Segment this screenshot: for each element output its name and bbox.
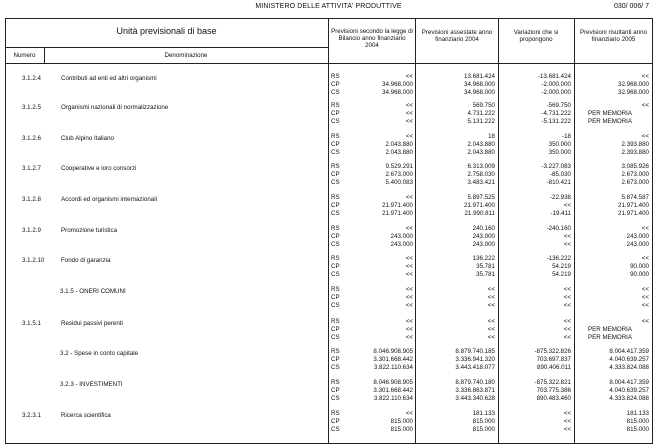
value-risultanti-2005: << xyxy=(641,318,649,325)
value-assestate-2004: 8.879.740.185 xyxy=(455,348,495,355)
line-code: CP xyxy=(331,202,340,209)
value-risultanti-2005: PER MEMORIA xyxy=(588,334,633,341)
value-assestate-2004: 2.043.880 xyxy=(467,141,495,148)
value-risultanti-2005: << xyxy=(641,302,649,309)
value-variazioni: << xyxy=(563,202,571,209)
row-number: 3.1.5.1 xyxy=(22,320,41,327)
line-code: CP xyxy=(331,294,340,301)
col1-header: Previsioni secondo la legge di Bilancio anno finanziario 2004 xyxy=(331,28,413,49)
value-assestate-2004: 35.781 xyxy=(476,271,495,278)
line-code: CS xyxy=(331,271,340,278)
value-variazioni: << xyxy=(563,302,571,309)
line-code: CS xyxy=(331,118,340,125)
value-risultanti-2005: 8.004.417.359 xyxy=(609,379,649,386)
line-code: CP xyxy=(331,110,340,117)
page-code: 030/ 006/ 7 xyxy=(613,3,649,10)
row-name: Accordi ed organismi internazionali xyxy=(61,196,157,203)
row-name: Organismi nazionali di normalizzazione xyxy=(61,104,169,111)
row-number: 3.1.2.8 xyxy=(22,196,41,203)
value-risultanti-2005: 5.874.587 xyxy=(621,194,649,201)
header-divider-lower xyxy=(5,63,653,64)
value-legge-2004: 21.971.400 xyxy=(382,202,413,209)
value-assestate-2004: 181.133 xyxy=(472,410,495,417)
line-code: CS xyxy=(331,149,340,156)
value-assestate-2004: 4.731.222 xyxy=(467,110,495,117)
row-name: Residui passivi perenti xyxy=(61,320,123,327)
line-code: RS xyxy=(331,102,340,109)
line-code: CS xyxy=(331,364,340,371)
value-assestate-2004: 34.968.000 xyxy=(464,81,495,88)
value-risultanti-2005: 4.333.824.088 xyxy=(609,395,649,402)
line-code: RS xyxy=(331,194,340,201)
value-legge-2004: 3.301.668.442 xyxy=(373,356,413,363)
denominazione-header: Denominazione xyxy=(164,52,208,59)
value-assestate-2004: 5.897.525 xyxy=(467,194,495,201)
value-variazioni: 890.483.460 xyxy=(536,395,571,402)
value-variazioni: << xyxy=(563,326,571,333)
value-legge-2004: 21.971.400 xyxy=(382,210,413,217)
value-variazioni: -2.000.000 xyxy=(541,81,571,88)
value-risultanti-2005: << xyxy=(641,225,649,232)
value-assestate-2004: 2.758.030 xyxy=(467,171,495,178)
line-code: RS xyxy=(331,379,340,386)
col-line-denom xyxy=(328,18,329,444)
line-code: RS xyxy=(331,73,340,80)
value-variazioni: << xyxy=(563,286,571,293)
row-name: Cooperative e loro consorzi xyxy=(61,165,137,172)
page-header-title: MINISTERO DELLE ATTIVITA' PRODUTTIVE xyxy=(255,3,402,10)
value-risultanti-2005: 243.000 xyxy=(626,241,649,248)
value-assestate-2004: 569.750 xyxy=(472,102,495,109)
value-legge-2004: 815.000 xyxy=(390,418,413,425)
line-code: CP xyxy=(331,263,340,270)
value-risultanti-2005: << xyxy=(641,294,649,301)
value-variazioni: << xyxy=(563,318,571,325)
row-number: 3.1.2.10 xyxy=(22,257,45,264)
value-risultanti-2005: 243.000 xyxy=(626,233,649,240)
value-legge-2004: 9.529.291 xyxy=(385,163,413,170)
row-name: Promozione turistica xyxy=(61,227,118,234)
value-variazioni: 54.219 xyxy=(552,271,571,278)
unita-title: Unità previsionali di base xyxy=(116,26,217,36)
line-code: CS xyxy=(331,241,340,248)
row-number: 3.1.2.7 xyxy=(22,165,41,172)
value-legge-2004: << xyxy=(405,255,413,262)
value-legge-2004: 2.673.000 xyxy=(385,171,413,178)
row-name: 3.2.3 - INVESTIMENTI xyxy=(60,381,123,388)
value-variazioni: -3.227.083 xyxy=(541,163,571,170)
line-code: RS xyxy=(331,410,340,417)
value-legge-2004: 815.000 xyxy=(390,426,413,433)
value-variazioni: -136.222 xyxy=(546,255,571,262)
line-code: CS xyxy=(331,302,340,309)
value-legge-2004: << xyxy=(405,326,413,333)
row-name: 3.1.5 - ONERI COMUNI xyxy=(60,288,126,295)
value-variazioni: 350.000 xyxy=(548,141,571,148)
value-legge-2004: 243.000 xyxy=(390,233,413,240)
value-assestate-2004: 34.968.000 xyxy=(464,89,495,96)
row-number: 3.2.3.1 xyxy=(22,412,41,419)
value-legge-2004: << xyxy=(405,225,413,232)
value-assestate-2004: 815.000 xyxy=(472,426,495,433)
value-assestate-2004: 243.000 xyxy=(472,241,495,248)
col-line-2 xyxy=(498,18,499,444)
value-risultanti-2005: << xyxy=(641,255,649,262)
value-variazioni: << xyxy=(563,334,571,341)
line-code: RS xyxy=(331,286,340,293)
line-code: RS xyxy=(331,255,340,262)
value-risultanti-2005: PER MEMORIA xyxy=(588,326,633,333)
value-legge-2004: 2.043.880 xyxy=(385,149,413,156)
value-legge-2004: << xyxy=(405,410,413,417)
value-assestate-2004: 18 xyxy=(488,133,495,140)
value-variazioni: 703.697.837 xyxy=(536,356,571,363)
value-variazioni: 54.219 xyxy=(552,263,571,270)
value-variazioni: -22.938 xyxy=(550,194,571,201)
value-variazioni: -85.030 xyxy=(550,171,571,178)
value-assestate-2004: 13.681.424 xyxy=(464,73,495,80)
value-assestate-2004: 3.336.863.871 xyxy=(455,387,495,394)
line-code: CP xyxy=(331,418,340,425)
value-risultanti-2005: 90.000 xyxy=(630,271,649,278)
value-risultanti-2005: 2.673.000 xyxy=(621,179,649,186)
value-variazioni: -19.411 xyxy=(550,210,571,217)
line-code: RS xyxy=(331,318,340,325)
value-assestate-2004: 35.781 xyxy=(476,263,495,270)
value-risultanti-2005: << xyxy=(641,286,649,293)
value-risultanti-2005: 3.085.926 xyxy=(621,163,649,170)
value-assestate-2004: << xyxy=(487,302,495,309)
value-assestate-2004: << xyxy=(487,294,495,301)
value-legge-2004: 243.000 xyxy=(390,241,413,248)
value-variazioni: -569.750 xyxy=(546,102,571,109)
line-code: CS xyxy=(331,179,340,186)
value-variazioni: 703.775.386 xyxy=(536,387,571,394)
value-assestate-2004: 240.160 xyxy=(472,225,495,232)
value-assestate-2004: 3.483.421 xyxy=(467,179,495,186)
value-variazioni: -18 xyxy=(562,133,571,140)
col3-header: Variazioni che si propongono xyxy=(513,29,559,43)
row-name: Contributi ad enti ed altri organismi xyxy=(61,75,157,82)
value-assestate-2004: 243.000 xyxy=(472,233,495,240)
line-code: CP xyxy=(331,356,340,363)
line-code: CP xyxy=(331,233,340,240)
value-variazioni: -810.421 xyxy=(546,179,571,186)
row-number: 3.1.2.5 xyxy=(22,104,41,111)
value-risultanti-2005: << xyxy=(641,102,649,109)
value-variazioni: << xyxy=(563,294,571,301)
row-name: Ricerca scientifica xyxy=(61,412,111,419)
value-risultanti-2005: PER MEMORIA xyxy=(588,110,633,117)
value-legge-2004: << xyxy=(405,118,413,125)
value-risultanti-2005: PER MEMORIA xyxy=(588,118,633,125)
line-code: CS xyxy=(331,395,340,402)
value-legge-2004: 8.046.908.905 xyxy=(373,379,413,386)
value-legge-2004: << xyxy=(405,133,413,140)
value-legge-2004: << xyxy=(405,263,413,270)
value-legge-2004: << xyxy=(405,286,413,293)
value-risultanti-2005: 815.000 xyxy=(626,426,649,433)
header-divider-upper xyxy=(5,47,328,48)
value-risultanti-2005: 4.333.824.088 xyxy=(609,364,649,371)
value-assestate-2004: 3.443.340.628 xyxy=(455,395,495,402)
line-code: CS xyxy=(331,89,340,96)
value-assestate-2004: 3.336.941.320 xyxy=(455,356,495,363)
value-legge-2004: 3.822.110.634 xyxy=(373,395,413,402)
value-risultanti-2005: 4.040.639.257 xyxy=(609,387,649,394)
value-variazioni: -13.681.424 xyxy=(537,73,571,80)
col-line-1 xyxy=(415,18,416,444)
value-assestate-2004: 8.879.740.180 xyxy=(455,379,495,386)
row-name: Club Alpino Italiano xyxy=(61,135,114,142)
value-risultanti-2005: 181.133 xyxy=(626,410,649,417)
line-code: RS xyxy=(331,348,340,355)
value-assestate-2004: << xyxy=(487,326,495,333)
row-name: 3.2 - Spese in conto capitale xyxy=(60,350,139,357)
value-legge-2004: 8.046.908.905 xyxy=(373,348,413,355)
line-code: CP xyxy=(331,141,340,148)
value-variazioni: << xyxy=(563,241,571,248)
value-legge-2004: << xyxy=(405,194,413,201)
line-code: CS xyxy=(331,426,340,433)
row-number: 3.1.2.4 xyxy=(22,75,41,82)
value-legge-2004: 2.043.880 xyxy=(385,141,413,148)
col-line-3 xyxy=(574,18,575,444)
value-assestate-2004: 21.971.400 xyxy=(464,202,495,209)
value-risultanti-2005: 90.000 xyxy=(630,263,649,270)
value-variazioni: << xyxy=(563,418,571,425)
value-legge-2004: << xyxy=(405,334,413,341)
value-variazioni: -875.322.826 xyxy=(534,348,571,355)
value-legge-2004: << xyxy=(405,294,413,301)
value-legge-2004: 5.400.083 xyxy=(385,179,413,186)
value-risultanti-2005: << xyxy=(641,133,649,140)
value-variazioni: << xyxy=(563,410,571,417)
line-code: CP xyxy=(331,171,340,178)
value-assestate-2004: 21.990.811 xyxy=(464,210,495,217)
col2-header: Previsioni assestate anno finanziario 2004 xyxy=(421,29,493,43)
value-legge-2004: 3.301.668.442 xyxy=(373,387,413,394)
value-variazioni: 890.406.011 xyxy=(537,364,571,371)
value-variazioni: -2.000.000 xyxy=(541,89,571,96)
value-assestate-2004: << xyxy=(487,334,495,341)
value-variazioni: -5.131.222 xyxy=(541,118,571,125)
value-legge-2004: << xyxy=(405,271,413,278)
value-variazioni: -240.160 xyxy=(546,225,571,232)
row-name: Fondo di garanzia xyxy=(61,257,111,264)
value-risultanti-2005: 8.004.417.359 xyxy=(609,348,649,355)
value-assestate-2004: 6.313.009 xyxy=(467,163,495,170)
value-legge-2004: << xyxy=(405,302,413,309)
line-code: RS xyxy=(331,133,340,140)
line-code: CS xyxy=(331,210,340,217)
value-risultanti-2005: 815.000 xyxy=(626,418,649,425)
value-assestate-2004: 815.000 xyxy=(472,418,495,425)
value-assestate-2004: 5.131.222 xyxy=(467,118,495,125)
value-variazioni: << xyxy=(563,233,571,240)
line-code: CP xyxy=(331,326,340,333)
value-assestate-2004: << xyxy=(487,318,495,325)
value-risultanti-2005: 32.968.000 xyxy=(618,89,649,96)
line-code: RS xyxy=(331,225,340,232)
value-assestate-2004: 2.043.880 xyxy=(467,149,495,156)
value-risultanti-2005: 2.393.880 xyxy=(621,141,649,148)
value-risultanti-2005: 21.971.400 xyxy=(618,202,649,209)
value-legge-2004: << xyxy=(405,102,413,109)
value-variazioni: -875.322.821 xyxy=(534,379,571,386)
value-legge-2004: << xyxy=(405,73,413,80)
value-variazioni: 350.000 xyxy=(548,149,571,156)
value-risultanti-2005: 4.040.639.257 xyxy=(609,356,649,363)
value-legge-2004: 34.968.000 xyxy=(382,89,413,96)
value-variazioni: << xyxy=(563,426,571,433)
value-assestate-2004: 136.222 xyxy=(472,255,495,262)
value-legge-2004: 3.822.110.634 xyxy=(373,364,413,371)
value-variazioni: -4.731.222 xyxy=(541,110,571,117)
col4-header: Previsioni risultanti anno finanziario 2005 xyxy=(579,29,648,43)
line-code: CP xyxy=(331,387,340,394)
line-code: CP xyxy=(331,81,340,88)
line-code: CS xyxy=(331,334,340,341)
value-legge-2004: << xyxy=(405,110,413,117)
value-legge-2004: 34.968.000 xyxy=(382,81,413,88)
row-number: 3.1.2.6 xyxy=(22,135,41,142)
value-risultanti-2005: 2.673.000 xyxy=(621,171,649,178)
value-assestate-2004: 3.443.418.077 xyxy=(455,364,495,371)
value-risultanti-2005: 32.968.000 xyxy=(618,81,649,88)
value-risultanti-2005: 2.393.880 xyxy=(621,149,649,156)
line-code: RS xyxy=(331,163,340,170)
row-number: 3.1.2.9 xyxy=(22,227,41,234)
value-risultanti-2005: << xyxy=(641,73,649,80)
value-legge-2004: << xyxy=(405,318,413,325)
value-assestate-2004: << xyxy=(487,286,495,293)
value-risultanti-2005: 21.971.400 xyxy=(618,210,649,217)
numero-header: Numero xyxy=(13,52,36,59)
